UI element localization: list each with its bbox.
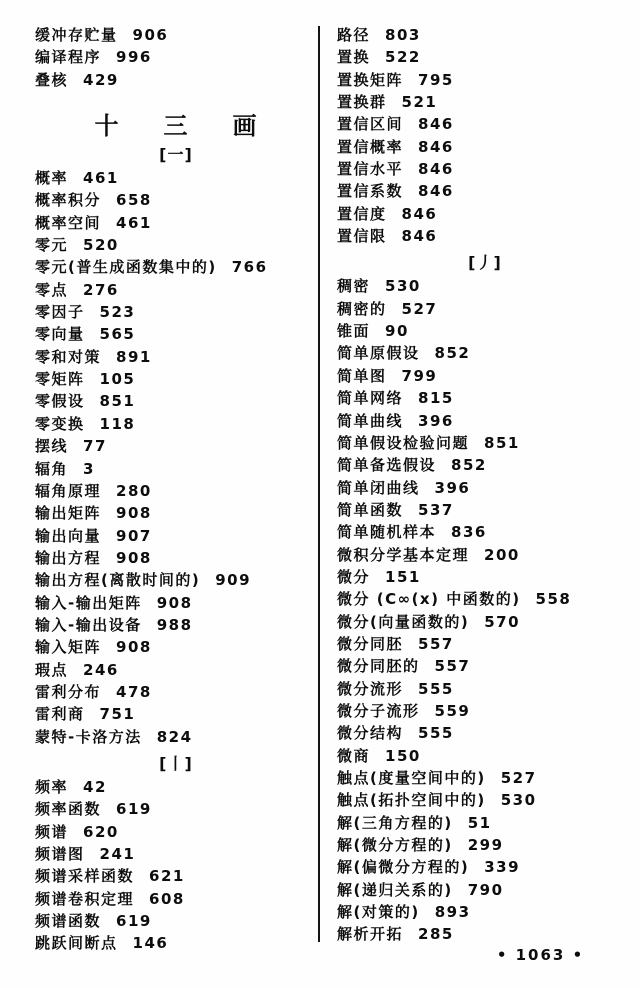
index-entry [337,544,633,566]
entry-page-number: 555 [418,724,454,743]
entry-term: 零矩阵 [35,370,85,389]
entry-page-number: 906 [132,26,169,44]
entry-term: 置换矩阵 [337,70,404,89]
index-entry [337,633,633,655]
entry-page-number: 621 [149,867,185,886]
entry-page-number: 846 [418,137,454,156]
index-entry [337,24,633,46]
entry-term: 简单网络 [337,389,404,408]
entry-page-number: 799 [401,366,438,385]
entry-page-number: 3 [83,459,95,478]
entry-term: 零向量 [35,325,85,344]
entry-term: 简单函数 [337,500,404,519]
entry-page-number: 908 [116,548,152,567]
entry-page-number: 521 [401,93,438,112]
index-entry [35,592,317,614]
entry-term: 零元 [35,236,69,255]
index-entry [35,435,317,457]
stroke-count-header-char: 三 [163,111,189,140]
entry-term: 输出矩阵 [35,504,102,523]
entry-page-number: 299 [467,836,504,855]
left-column [35,24,317,955]
entry-page-number: 461 [116,213,152,232]
right-column [337,24,633,946]
index-entry [337,767,633,789]
entry-page-number: 555 [418,679,454,698]
entry-page-number: 280 [116,481,152,500]
entry-page-number: 851 [99,392,136,411]
entry-term: 锥面 [337,322,371,341]
index-entry [35,910,317,932]
entry-term: 置信概率 [337,137,404,156]
index-entry [337,856,633,878]
entry-term: 微分同胚 [337,634,404,653]
entry-term: 雷利商 [35,705,85,724]
entry-term: 触点(拓扑空间中的) [337,791,486,810]
index-entry [35,547,317,569]
entry-page-number: 658 [116,191,152,210]
index-entry [337,69,633,91]
entry-page-number: 790 [467,880,504,899]
entry-page-number: 766 [231,258,268,277]
index-entry [337,812,633,834]
entry-page-number: 852 [451,456,487,475]
entry-term: 输出方程(离散时间的) [35,571,201,590]
entry-page-number: 77 [83,437,107,456]
entry-page-number: 42 [83,777,107,796]
index-entry [35,525,317,547]
entry-page-number: 520 [83,236,119,255]
index-entry [337,566,633,588]
index-entry [35,569,317,591]
entry-term: 简单随机样本 [337,523,437,542]
entry-term: 频率 [35,777,69,796]
entry-term: 输出向量 [35,526,102,545]
entry-term: 简单曲线 [337,411,404,430]
index-entry [337,113,633,135]
entry-term: 微积分学基本定理 [337,545,470,564]
entry-page-number: 846 [418,160,454,179]
entry-page-number: 846 [401,204,438,223]
entry-term: 编译程序 [35,48,102,67]
index-entry [337,722,633,744]
entry-term: 频谱图 [35,845,85,863]
entry-term: 微分流形 [337,679,404,698]
index-entry [35,234,317,256]
entry-term: 零和对策 [35,347,102,366]
entry-term: 零元(普生成函数集中的) [35,258,217,277]
entry-page-number: 241 [99,845,136,863]
entry-term: 简单闭曲线 [337,478,420,497]
entry-page-number: 608 [149,889,185,908]
index-entry [35,798,317,820]
index-entry [337,901,633,923]
entry-page-number: 429 [83,70,119,89]
entry-page-number: 570 [484,612,521,631]
index-entry [35,24,317,46]
entry-page-number: 891 [116,347,152,366]
index-entry [35,189,317,211]
index-entry [337,499,633,521]
index-entry [337,203,633,225]
index-entry [337,432,633,454]
entry-page-number: 527 [401,299,438,318]
index-entry [337,834,633,856]
entry-page-number: 276 [83,280,119,299]
index-entry [35,458,317,480]
index-entry [337,320,633,342]
index-entry [337,298,633,320]
entry-term: 解(微分方程的) [337,836,453,855]
entry-term: 简单假设检验问题 [337,433,470,452]
entry-page-number: 846 [418,182,454,201]
entry-term: 微分子流形 [337,701,420,720]
index-entry [337,225,633,247]
index-entry [337,588,633,610]
entry-page-number: 530 [385,277,421,296]
entry-term: 输出方程 [35,548,102,567]
entry-term: 缓冲存贮量 [35,26,118,44]
index-entry [337,410,633,432]
entry-page-number: 907 [116,526,152,545]
entry-term: 微分 [337,567,371,586]
radical-section-marker: [丿] [468,253,502,273]
entry-term: 概率积分 [35,191,102,210]
entry-term: 微商 [337,746,371,765]
entry-term: 微分 (C∞(x) 中函数的) [337,590,521,609]
entry-term: 置信区间 [337,115,404,134]
entry-page-number: 852 [434,344,471,363]
index-entry [337,158,633,180]
index-entry [35,46,317,68]
entry-term: 辐角原理 [35,481,102,500]
entry-term: 叠核 [35,70,69,89]
entry-term: 瑕点 [35,660,69,679]
entry-page-number: 558 [535,590,572,609]
entry-term: 置信限 [337,227,387,246]
entry-page-number: 150 [385,746,421,765]
entry-page-number: 619 [116,912,152,931]
index-entry [35,390,317,412]
index-entry [337,387,633,409]
entry-term: 微分同胚的 [337,657,420,676]
entry-page-number: 200 [484,545,520,564]
entry-term: 频谱函数 [35,912,102,931]
index-entry [35,167,317,189]
index-entry [35,726,317,748]
entry-page-number: 620 [83,822,119,841]
stroke-count-header-char: 十 [94,111,120,140]
entry-page-number: 478 [116,682,152,701]
radical-section-marker: [一] [159,145,193,165]
index-entry [337,521,633,543]
index-entry [35,413,317,435]
entry-page-number: 559 [434,701,471,720]
entry-term: 频谱采样函数 [35,867,135,886]
entry-page-number: 523 [99,303,136,322]
index-entry [35,480,317,502]
index-entry [337,678,633,700]
entry-page-number: 90 [385,322,409,341]
index-entry [35,614,317,636]
index-entry [35,703,317,725]
index-entry [35,636,317,658]
index-entry [35,256,317,278]
index-entry [337,655,633,677]
entry-page-number: 996 [116,48,152,67]
entry-page-number: 908 [156,593,193,612]
entry-page-number: 846 [418,115,454,134]
entry-page-number: 893 [434,903,471,922]
index-entry [337,477,633,499]
entry-page-number: 396 [418,411,454,430]
entry-term: 简单图 [337,366,387,385]
entry-term: 雷利分布 [35,682,102,701]
entry-page-number: 527 [500,769,537,787]
index-entry [337,136,633,158]
entry-term: 简单原假设 [337,344,420,363]
entry-page-number: 530 [500,791,537,810]
page-number: • 1063 • [496,946,585,964]
entry-page-number: 339 [484,858,521,877]
entry-term: 微分结构 [337,724,404,743]
entry-page-number: 105 [99,370,136,389]
entry-term: 路径 [337,26,371,44]
index-entry [35,301,317,323]
entry-page-number: 751 [99,705,136,724]
column-divider-rule [318,26,320,942]
entry-page-number: 803 [385,26,421,44]
index-entry [35,323,317,345]
entry-page-number: 908 [116,638,152,657]
index-entry [337,923,633,945]
stroke-count-header-char: 画 [232,111,258,140]
entry-page-number: 988 [156,615,193,634]
entry-page-number: 851 [484,433,520,452]
entry-term: 零因子 [35,303,85,322]
entry-term: 摆线 [35,437,69,456]
entry-term: 稠密 [337,277,371,296]
index-entry [35,502,317,524]
index-entry [35,659,317,681]
entry-term: 触点(度量空间中的) [337,769,486,787]
entry-term: 频率函数 [35,800,102,819]
entry-term: 置信水平 [337,160,404,179]
entry-term: 置换群 [337,93,387,112]
entry-page-number: 824 [156,727,193,746]
index-entry [337,91,633,113]
index-entry [337,700,633,722]
entry-page-number: 396 [434,478,471,497]
entry-page-number: 815 [418,389,454,408]
entry-page-number: 118 [99,414,136,433]
index-entry [35,69,317,91]
entry-term: 解(偏微分方程的) [337,858,470,877]
index-entry [337,611,633,633]
entry-term: 解析开拓 [337,925,404,944]
entry-term: 稠密的 [337,299,387,318]
entry-term: 频谱 [35,822,69,841]
entry-term: 跳跃间断点 [35,934,118,953]
entry-term: 解(对策的) [337,903,420,922]
index-entry [35,843,317,865]
index-entry [337,454,633,476]
index-entry [35,932,317,954]
index-entry [337,342,633,364]
entry-page-number: 846 [401,227,438,246]
entry-page-number: 246 [83,660,119,679]
entry-term: 零假设 [35,392,85,411]
entry-term: 概率空间 [35,213,102,232]
entry-page-number: 565 [99,325,136,344]
index-entry [337,180,633,202]
entry-page-number: 522 [385,48,421,67]
entry-term: 蒙特-卡洛方法 [35,727,142,746]
entry-page-number: 285 [418,925,454,944]
entry-term: 辐角 [35,459,69,478]
index-entry [35,346,317,368]
entry-term: 零变换 [35,414,85,433]
entry-page-number: 557 [418,634,454,653]
index-entry [35,368,317,390]
index-entry [35,776,317,798]
index-entry [35,279,317,301]
entry-page-number: 537 [418,500,454,519]
entry-page-number: 908 [116,504,152,523]
entry-term: 输入矩阵 [35,638,102,657]
index-entry [35,888,317,910]
entry-term: 输入-输出矩阵 [35,593,142,612]
entry-page-number: 461 [83,169,119,188]
index-entry [35,821,317,843]
entry-term: 置换 [337,48,371,67]
index-entry [337,275,633,297]
index-entry [337,46,633,68]
entry-page-number: 557 [434,657,471,676]
index-entry [337,879,633,901]
entry-page-number: 146 [132,934,169,953]
stroke-count-header [35,107,317,139]
entry-term: 简单备选假设 [337,456,437,475]
entry-term: 解(递归关系的) [337,880,453,899]
entry-term: 输入-输出设备 [35,615,142,634]
entry-page-number: 51 [467,813,492,832]
entry-term: 零点 [35,280,69,299]
index-entry [337,365,633,387]
entry-term: 频谱卷积定理 [35,889,135,908]
entry-term: 置信系数 [337,182,404,201]
entry-term: 概率 [35,169,69,188]
entry-term: 解(三角方程的) [337,813,453,832]
entry-page-number: 836 [451,523,487,542]
index-entry [35,865,317,887]
radical-section-marker: [丨] [159,753,193,773]
entry-term: 置信度 [337,204,387,223]
index-entry [35,681,317,703]
entry-page-number: 795 [418,70,454,89]
entry-page-number: 151 [385,567,421,586]
entry-term: 微分(向量函数的) [337,612,470,631]
entry-page-number: 619 [116,800,152,819]
index-entry [337,745,633,767]
index-entry [35,212,317,234]
index-entry [337,789,633,811]
entry-page-number: 909 [215,571,252,590]
